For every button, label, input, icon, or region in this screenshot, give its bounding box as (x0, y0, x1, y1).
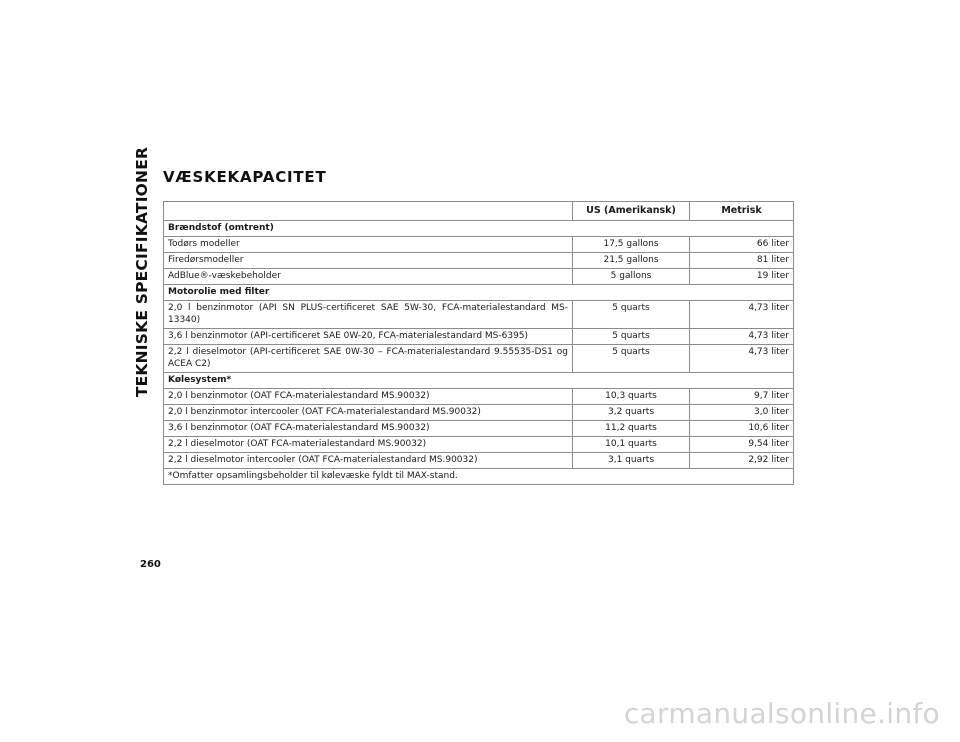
row-description: AdBlue®-væskebeholder (164, 269, 573, 285)
table-row (164, 405, 794, 421)
section-title: Motorolie med filter (164, 285, 794, 301)
page-number: 260 (140, 559, 161, 570)
header-us: US (Amerikansk) (573, 202, 690, 221)
side-tab (129, 146, 155, 398)
row-metric-value: 4,73 liter (690, 329, 794, 345)
row-us-value: 5 quarts (573, 301, 690, 329)
row-metric-value: 3,0 liter (690, 405, 794, 421)
table-row (164, 389, 794, 405)
row-description: 2,2 l dieselmotor (API-certificeret SAE 0W-30 – FCA-materialestandard 9.55535-DS1 og ACEA C2) (164, 345, 573, 373)
table-row (164, 269, 794, 285)
row-metric-value: 81 liter (690, 253, 794, 269)
page-heading: VÆSKEKAPACITET (163, 168, 327, 186)
header-metric: Metrisk (690, 202, 794, 221)
row-us-value: 11,2 quarts (573, 421, 690, 437)
table-row (164, 301, 794, 329)
table-row (164, 237, 794, 253)
row-us-value: 3,1 quarts (573, 453, 690, 469)
row-metric-value: 9,54 liter (690, 437, 794, 453)
row-us-value: 5 quarts (573, 329, 690, 345)
table-row (164, 329, 794, 345)
row-description: 2,0 l benzinmotor (OAT FCA-materialestandard MS.90032) (164, 389, 573, 405)
table-row (164, 453, 794, 469)
section-row-cooling-system (164, 373, 794, 389)
row-description: 2,2 l dieselmotor intercooler (OAT FCA-materialestandard MS.90032) (164, 453, 573, 469)
row-us-value: 5 quarts (573, 345, 690, 373)
row-us-value: 21,5 gallons (573, 253, 690, 269)
row-metric-value: 66 liter (690, 237, 794, 253)
row-metric-value: 2,92 liter (690, 453, 794, 469)
table-row (164, 421, 794, 437)
footnote-row (164, 469, 794, 485)
row-description: 3,6 l benzinmotor (API-certificeret SAE 0W-20, FCA-materialestandard MS-6395) (164, 329, 573, 345)
section-row-engine-oil (164, 285, 794, 301)
table-header-row (164, 202, 794, 221)
side-tab-label: TEKNISKE SPECIFIKATIONER (133, 146, 152, 398)
fluid-capacity-table (163, 201, 794, 485)
row-us-value: 17,5 gallons (573, 237, 690, 253)
row-us-value: 10,3 quarts (573, 389, 690, 405)
section-title: Brændstof (omtrent) (164, 221, 794, 237)
row-us-value: 3,2 quarts (573, 405, 690, 421)
row-description: Firedørsmodeller (164, 253, 573, 269)
row-us-value: 5 gallons (573, 269, 690, 285)
row-description: 2,2 l dieselmotor (OAT FCA-materialestandard MS.90032) (164, 437, 573, 453)
row-metric-value: 4,73 liter (690, 345, 794, 373)
table-row (164, 437, 794, 453)
section-row-fuel (164, 221, 794, 237)
row-metric-value: 4,73 liter (690, 301, 794, 329)
table-row (164, 253, 794, 269)
row-description: 3,6 l benzinmotor (OAT FCA-materialestandard MS.90032) (164, 421, 573, 437)
header-description (164, 202, 573, 221)
section-title: Kølesystem* (164, 373, 794, 389)
watermark-text: carmanualsonline.info (623, 697, 940, 730)
row-description: Todørs modeller (164, 237, 573, 253)
row-description: 2,0 l benzinmotor (API SN PLUS-certificeret SAE 5W-30, FCA-materialestandard MS-13340) (164, 301, 573, 329)
row-us-value: 10,1 quarts (573, 437, 690, 453)
row-metric-value: 10,6 liter (690, 421, 794, 437)
row-metric-value: 9,7 liter (690, 389, 794, 405)
row-description: 2,0 l benzinmotor intercooler (OAT FCA-materialestandard MS.90032) (164, 405, 573, 421)
row-metric-value: 19 liter (690, 269, 794, 285)
table-row (164, 345, 794, 373)
table-footnote: *Omfatter opsamlingsbeholder til kølevæske fyldt til MAX-stand. (164, 469, 794, 485)
